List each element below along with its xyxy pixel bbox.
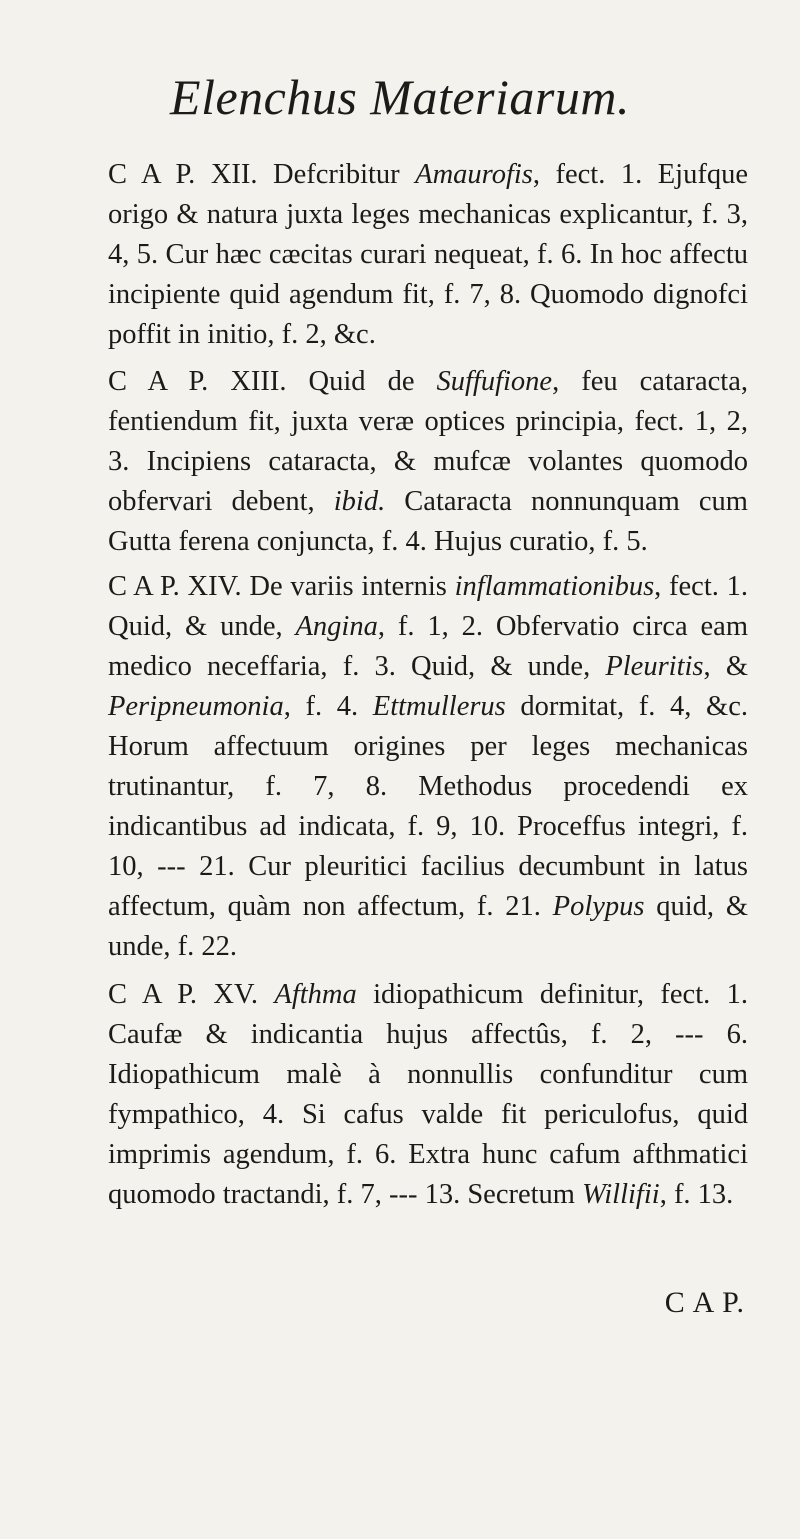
chapter-xiii-head: C A P. XIII.	[108, 366, 287, 397]
chapter-xiv-term: inflammationibus	[454, 571, 655, 602]
chapter-xiii-text: Quid de	[286, 366, 437, 397]
chapter-xiv-text: quid, & unde, f. 22.	[108, 891, 748, 962]
chapter-xii-text: , fect. 1. Ejufque origo & natura juxta leges mechanicas explicantur, f. 3, 4, 5. Cur hæc cæcitas curari nequeat, f. 6. In hoc affectu incipiente quid agendum fit, f. 7, 8. Quomodo dignofci poffit in initio, f. 2, &c.	[108, 159, 748, 350]
running-title: Elenchus Materiarum.	[170, 69, 630, 125]
chapter-xiv-text: , f. 4.	[283, 691, 373, 722]
chapter-xiv-text: , &	[703, 651, 748, 682]
chapter-xv-term: Afthma	[274, 979, 357, 1010]
chapter-xiii-entry	[108, 362, 748, 562]
chapter-xiii-text: , feu cataracta, fentiendum fit, juxta veræ optices principia, fect. 1, 2, 3. Incipiens cataracta, & mufcæ volantes quomodo obfervari debent,	[108, 366, 748, 517]
chapter-xii-term: Amaurofis	[415, 159, 533, 190]
chapter-xv-text	[258, 979, 274, 1010]
chapter-xiv-text: De variis internis	[241, 571, 455, 602]
chapter-xii-entry	[108, 155, 748, 355]
chapter-xv-text: idiopathicum definitur, fect. 1. Caufæ & indicantia hujus affectûs, f. 2, --- 6. Idiopathicum malè à nonnullis confunditur cum fympathico, 4. Si cafus valde fit periculofus, quid imprimis agendum, f. 6. Extra hunc cafum afthmatici quomodo tractandi, f. 7, --- 13. Secretum	[108, 979, 748, 1210]
chapter-xv-head: C A P. XV.	[108, 979, 259, 1010]
chapter-xv-entry	[108, 975, 748, 1215]
chapter-xiii-term: ibid.	[333, 486, 386, 517]
chapter-xiv-text: , f. 1, 2. Obfervatio circa eam medico neceffaria, f. 3. Quid, & unde,	[108, 611, 748, 682]
chapter-xiv-entry	[108, 567, 748, 967]
chapter-xii-head: C A P. XII.	[108, 159, 258, 190]
chapter-xiv-text: , fect. 1. Quid, & unde,	[108, 571, 748, 642]
catchword: C A P.	[664, 1286, 745, 1319]
chapter-xv-text: , f. 13.	[659, 1179, 734, 1210]
chapter-xiv-term: Peripneumonia	[108, 691, 284, 722]
chapter-xiv-term: Pleuritis	[605, 651, 704, 682]
chapter-xiv-head: C A P. XIV.	[108, 571, 242, 602]
chapter-xiv-term: Angina	[295, 611, 378, 642]
chapter-xiii-term: Suffufione	[436, 366, 553, 397]
chapter-xiv-term: Polypus	[552, 891, 645, 922]
chapter-xiv-text: dormitat, f. 4, &c. Horum affectuum origines per leges mechanicas trutinantur, f. 7, 8. Methodus procedendi ex indicantibus ad indicata, f. 9, 10. Proceffus integri, f. 10, --- 21. Cur pleuritici facilius decumbunt in latus affectum, quàm non affectum, f. 21.	[108, 691, 748, 922]
chapter-xii-text: Defcribitur	[257, 159, 416, 190]
chapter-xv-term: Willifii	[582, 1179, 660, 1210]
chapter-xiii-text: Cataracta nonnunquam cum Gutta ferena conjuncta, f. 4. Hujus curatio, f. 5.	[108, 486, 748, 557]
chapter-xiv-term: Ettmullerus	[372, 691, 506, 722]
